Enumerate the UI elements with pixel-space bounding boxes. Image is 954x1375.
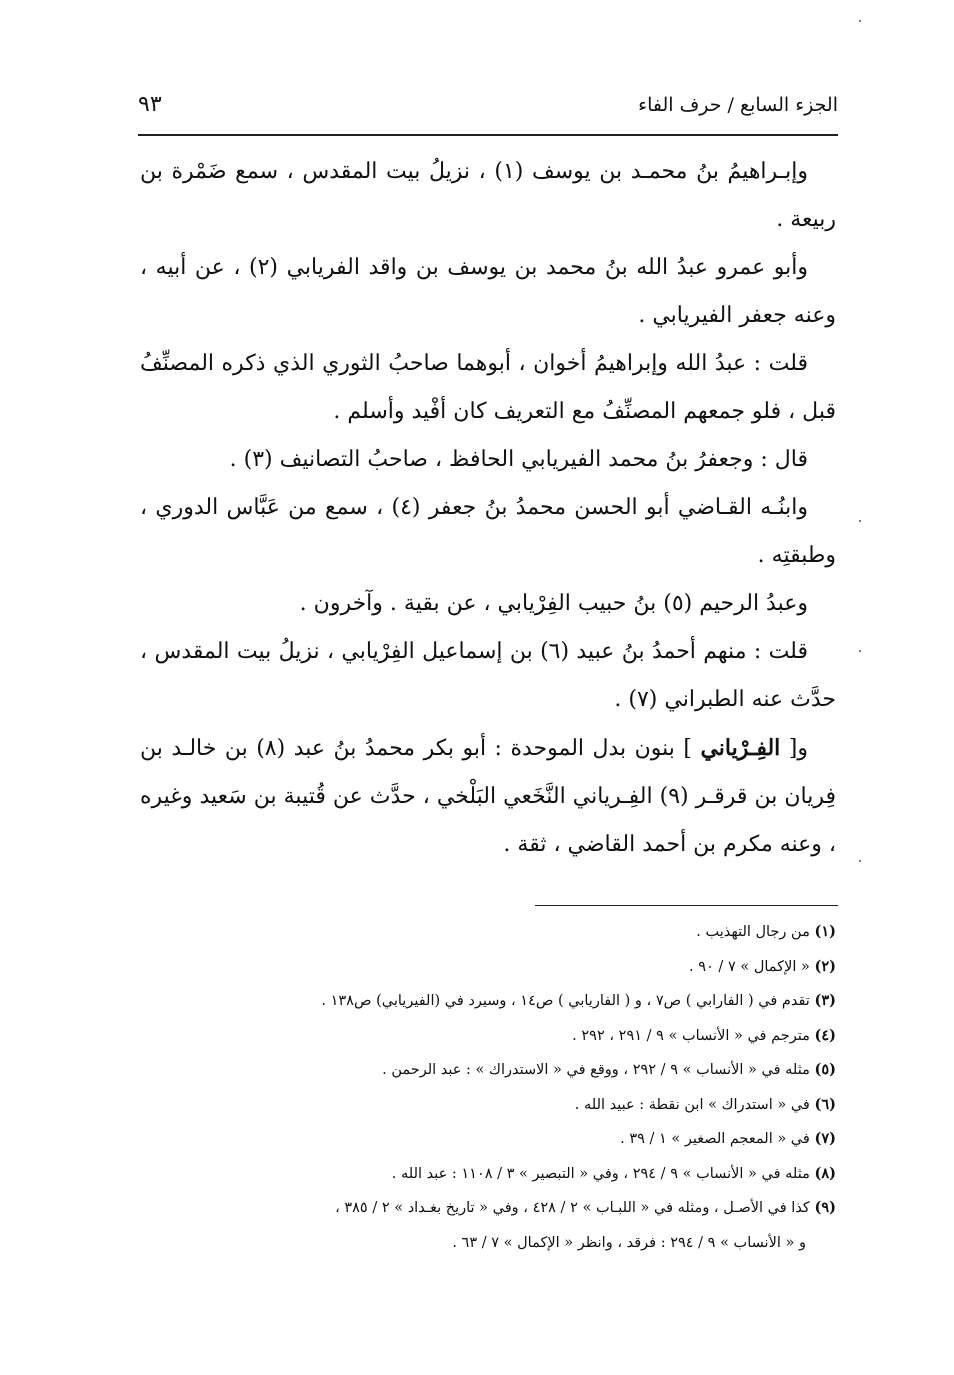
footnote — [140, 1088, 836, 1123]
footnote-text: مترجم في « الأنساب » ٩ / ٢٩١ ، ٢٩٢ . — [572, 1027, 810, 1044]
footnote — [140, 1053, 836, 1088]
footnote — [140, 1019, 836, 1054]
footnote-text: من رجال التهذيب . — [696, 924, 810, 940]
running-title: الجزء السابع / حرف الفاء — [638, 94, 838, 116]
header-rule — [138, 134, 838, 136]
footnote — [140, 950, 836, 985]
paragraph-ibrahim: وإبـراهيمُ بنُ محمـد بن يوسف (١) ، نزيلُ بيت المقدس ، سمع ضَمْرة بن ربيعة . — [140, 159, 836, 232]
margin-dot — [859, 520, 861, 522]
footnote-number: (٥) — [814, 1061, 836, 1078]
page-number: ٩٣ — [138, 92, 162, 117]
paragraph-abu-amr: وأبو عمرو عبدُ الله بنُ محمد بن يوسف بن واقد الفريابي (٢) ، عن أبيه ، وعنه جعفر الفيريابي . — [140, 255, 836, 328]
footnote-text: مثله في « الأنساب » ٩ / ٢٩٤ ، وفي « التبصير » ٣ / ١١٠٨ : عبد الله . — [391, 1165, 810, 1182]
footnote-number: (٤) — [814, 1026, 836, 1044]
footnotes — [140, 915, 836, 1260]
margin-dot — [859, 860, 861, 862]
footnote — [140, 1191, 836, 1226]
page-header — [138, 88, 838, 128]
entry-heading: الفِـرْياني — [700, 735, 781, 761]
footnote-number: (٨) — [814, 1164, 836, 1182]
paragraph-abd-al-rahim: وعبدُ الرحيم (٥) بنُ حبيب الفِرْيابي ، عن بقية . وآخرون . — [299, 591, 808, 616]
footnote-number: (٢) — [814, 957, 836, 975]
footnote — [140, 1157, 836, 1192]
bracket-open: و[ — [780, 736, 808, 761]
footnote-text: مثله في « الأنساب » ٩ / ٢٩٢ ، ووقع في « الاستدراك » : عبد الرحمن . — [382, 1062, 810, 1078]
paragraph-ibnuhu: وابنُـه القـاضي أبو الحسن محمدُ بنُ جعفر (٤) ، سمع من عَبَّاس الدوري ، وطبقتِه . — [140, 495, 836, 568]
footnote-text: تقدم في ( الفارابي ) ص٧ ، و ( الفاريابي ) ص١٤ ، وسيرد في (الفيريابي) ص١٣٨ . — [321, 993, 810, 1009]
footnote-text: كذا في الأصـل ، ومثله في « اللبـاب » ٢ / ٤٢٨ ، وفي « تاريخ بغـداد » ٢ / ٣٨٥ ، — [335, 1200, 810, 1216]
footnote — [140, 1122, 836, 1157]
margin-dot — [859, 650, 861, 652]
footnote — [140, 915, 836, 950]
footnote-number: (٣) — [814, 992, 836, 1009]
footnote-rule — [535, 905, 838, 906]
footnote-number: (٧) — [814, 1130, 836, 1147]
footnote — [140, 984, 836, 1019]
paragraph-qultu-1: قلت : عبدُ الله وإبراهيمُ أخوان ، أبوهما صاحبُ الثوري الذي ذكره المصنِّفُ قبل ، فلو جمعهم المصنِّفُ مع التعريف كان أفْيد وأسلم . — [140, 351, 836, 424]
footnote-continuation: و « الأنساب » ٩ / ٢٩٤ : فرقد ، وانظر « الإكمال » ٧ / ٦٣ . — [452, 1234, 806, 1251]
footnote-text: في « استدراك » ابن نقطة : عبيد الله . — [574, 1096, 810, 1113]
footnote-number: (١) — [814, 923, 836, 940]
paragraph-jafar: قال : وجعفرُ بنُ محمد الفيريابي الحافظ ، صاحبُ التصانيف (٣) . — [229, 447, 808, 472]
paragraph-firyani — [140, 724, 836, 869]
footnote-number: (٦) — [814, 1095, 836, 1113]
paragraph-qultu-2: قلت : منهم أحمدُ بنُ عبيد (٦) بن إسماعيل الفِرْيابي ، نزيلُ بيت المقدس ، حدَّث عنه الطبراني (٧) . — [140, 639, 836, 712]
main-text — [140, 148, 836, 869]
footnote-text: « الإكمال » ٧ / ٩٠ . — [689, 958, 810, 975]
footnote-text: في « المعجم الصغير » ١ / ٣٩ . — [620, 1131, 810, 1147]
footnote-number: (٩) — [814, 1199, 836, 1216]
entry-text: ] بنون بدل الموحدة : أبو بكر محمدُ بنُ عبد (٨) بن خالـد بن فِريان بن قرقـر (٩) الفِـرياني النَّخَعي البَلْخي ، حدَّث عن قُتيبة بن سَعيد وغيره ، وعنه مكرم بن أحمد القاضي ، ثقة . — [140, 736, 836, 857]
margin-dot — [859, 20, 861, 22]
